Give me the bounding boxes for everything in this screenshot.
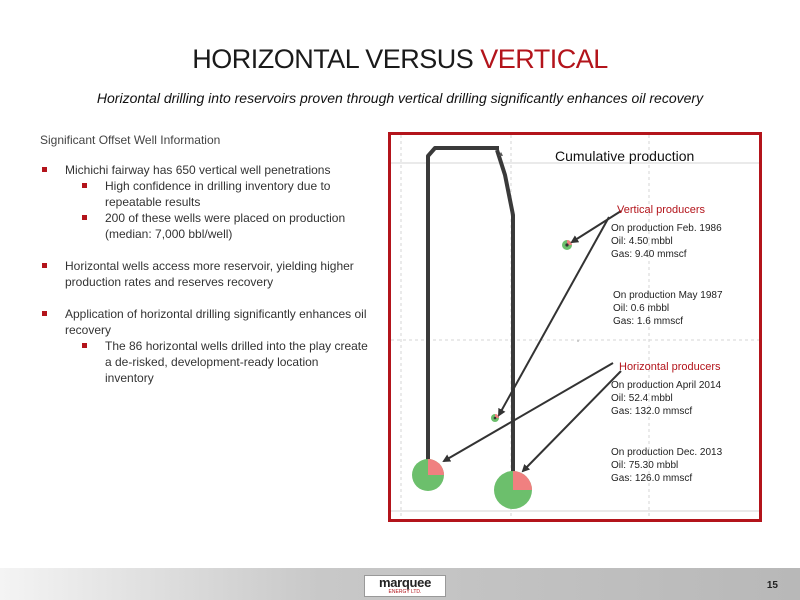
page-subtitle: Horizontal drilling into reservoirs proven through vertical drilling significantly enhances oil recovery	[96, 90, 704, 106]
bullet-marker	[42, 311, 47, 316]
grid-lines	[391, 135, 759, 519]
svg-text:Oil: 0.6 mbbl: Oil: 0.6 mbbl	[613, 303, 670, 314]
svg-text:Oil: 52.4 mbbl: Oil: 52.4 mbbl	[611, 393, 673, 404]
pie-chart-horizontal-1	[412, 459, 444, 491]
company-logo: marquee ENERGY LTD.	[364, 575, 446, 597]
section-title: Significant Offset Well Information	[40, 133, 221, 147]
map-heading: Cumulative production	[555, 148, 695, 164]
sub-bullet-item: The 86 horizontal wells drilled into the play create a de-risked, development-ready location inventory	[40, 338, 370, 386]
bullet-marker	[82, 215, 87, 220]
pie-chart-horizontal-2	[494, 471, 532, 509]
well-map-svg	[391, 135, 759, 519]
svg-text:Gas: 126.0 mmscf: Gas: 126.0 mmscf	[611, 473, 693, 484]
bullet-marker	[42, 263, 47, 268]
well-info-3	[611, 380, 722, 417]
bullet-marker	[82, 183, 87, 188]
bullet-item: Michichi fairway has 650 vertical well penetrations	[40, 162, 370, 178]
svg-text:Gas: 132.0 mmscf: Gas: 132.0 mmscf	[611, 406, 693, 417]
svg-text:Oil: 4.50 mbbl: Oil: 4.50 mbbl	[611, 236, 673, 247]
bullet-marker	[82, 343, 87, 348]
svg-text:On production May 1987: On production May 1987	[613, 290, 723, 301]
horizontal-producers-label: Horizontal producers	[619, 361, 721, 373]
well-info-4	[611, 447, 723, 484]
well-info-1	[611, 223, 722, 260]
pointer-arrows	[444, 211, 621, 471]
bullet-item: Application of horizontal drilling significantly enhances oil recovery	[40, 306, 370, 338]
pie-chart-vertical-1	[562, 240, 572, 250]
svg-text:On production April 2014: On production April 2014	[611, 380, 722, 391]
horizontal-well-path-1	[428, 148, 499, 480]
page-title	[0, 44, 800, 75]
sub-bullet-item: 200 of these wells were placed on production (median: 7,000 bbl/well)	[40, 210, 370, 242]
svg-text:On production Feb. 1986: On production Feb. 1986	[611, 223, 722, 234]
svg-text:Gas: 1.6 mmscf: Gas: 1.6 mmscf	[613, 316, 684, 327]
svg-text:Oil: 75.30 mbbl: Oil: 75.30 mbbl	[611, 460, 679, 471]
map-marker: ▴	[499, 149, 504, 158]
pie-chart-vertical-2	[491, 414, 499, 422]
page-number: 15	[766, 580, 778, 591]
bullet-marker	[42, 167, 47, 172]
svg-text:Gas: 9.40 mmscf: Gas: 9.40 mmscf	[611, 249, 687, 260]
sub-bullet-item: High confidence in drilling inventory due to repeatable results	[40, 178, 370, 210]
title-main: HORIZONTAL VERSUS	[192, 44, 481, 74]
offset-well-info	[40, 132, 370, 386]
production-map	[388, 132, 762, 522]
map-marker: ▫	[577, 339, 580, 345]
svg-text:On production Dec. 2013: On production Dec. 2013	[611, 447, 723, 458]
bullet-item: Horizontal wells access more reservoir, yielding higher production rates and reserves recovery	[40, 258, 370, 290]
well-info-2	[613, 290, 723, 327]
vertical-producers-label: Vertical producers	[617, 204, 706, 216]
title-accent: VERTICAL	[480, 44, 608, 74]
